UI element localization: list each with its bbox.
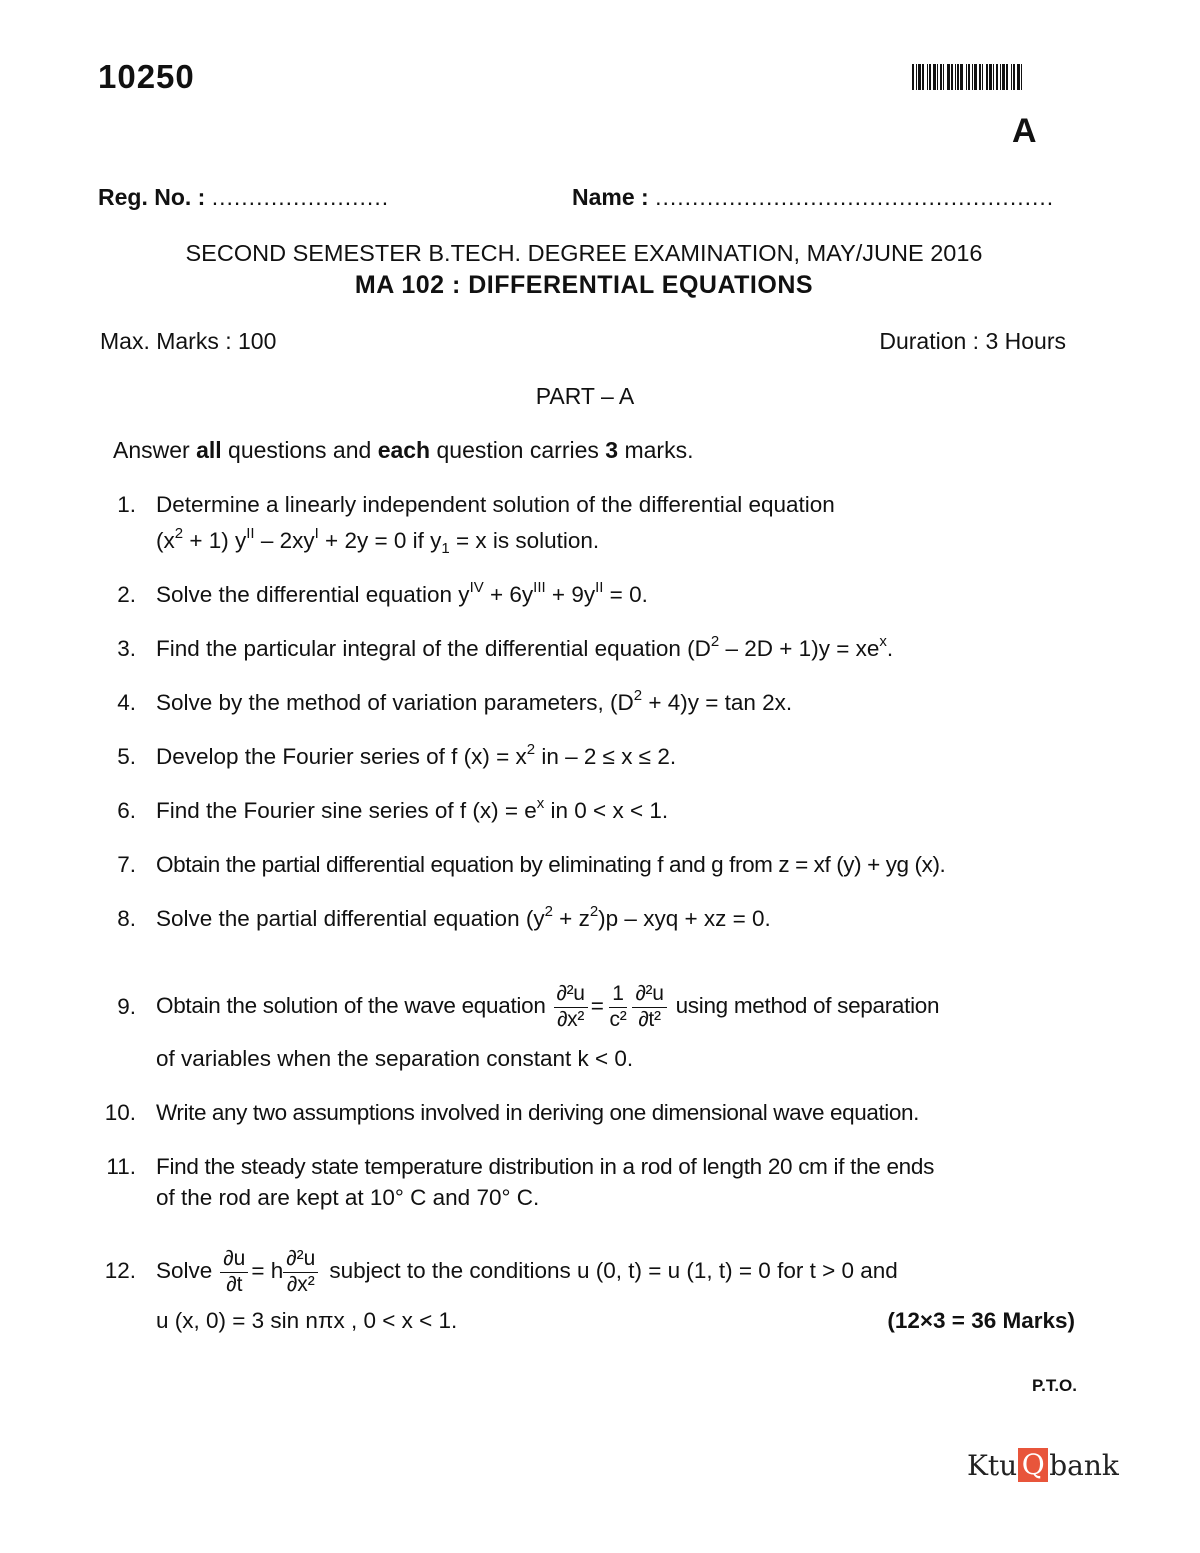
reg-no-field (98, 184, 389, 211)
question-number: 11. (106, 1154, 136, 1179)
question-2: Solve the differential equation $y^{IV} + 6y^{III} + 9y^{II} = 0$. (156, 579, 648, 607)
question-number: 10. (104, 1100, 136, 1125)
instr-text: marks. (618, 437, 694, 463)
question-number: 4. (117, 690, 136, 715)
question-number: 7. (117, 852, 136, 877)
question-1-line-2: $(x^2 + 1)$ $y^{II} - 2xy^I + 2y = 0$ if $y_1 = x$ is solution. (156, 525, 600, 557)
instructions (113, 437, 693, 464)
subject-title: MA 102 : DIFFERENTIAL EQUATIONS (354, 271, 814, 299)
total-marks: (12×3 = 36 Marks) (887, 1308, 1075, 1333)
reg-no-label: Reg. No. : (98, 184, 206, 210)
max-marks: Max. Marks : 100 (100, 328, 277, 354)
instr-text: questions and (221, 437, 378, 463)
fraction: $\frac{\text{∂²u}}{\text{∂x²}}$ (554, 981, 588, 1032)
paper-version: A (1012, 112, 1037, 150)
name-field (572, 184, 1054, 211)
question-11-line-2: of the rod are kept at 10° C and 70° C. (156, 1185, 540, 1210)
question-number: 12. (104, 1258, 136, 1283)
instr-text: question carries (430, 437, 606, 463)
part-a-title: PART – A (535, 383, 635, 409)
question-8: Solve the partial differential equation $(y^2 + z^2)p$ – xyq + xz = 0. (156, 903, 771, 931)
question-number: 6. (117, 798, 136, 823)
fraction: $\frac{1}{\text{c²}}$ (609, 981, 627, 1031)
fraction: $\frac{\partial u}{\partial t}$ (220, 1246, 248, 1297)
question-12-line-1: Solve $\frac{\partial u}{\partial t}$ = h $\frac{\text{∂²u}}{\text{∂x²}}$ subject to the conditions u (0, t) = u (1, t) = 0 for t > 0 and (156, 1246, 898, 1296)
question-7: Obtain the partial differential equation by eliminating f and g from z = xf (y) + yg (x). (156, 852, 946, 877)
exam-title: SECOND SEMESTER B.TECH. DEGREE EXAMINATION, MAY/JUNE 2016 (185, 240, 983, 266)
instr-bold-each: each (377, 437, 431, 463)
instr-text: Answer (113, 437, 197, 463)
name-label: Name : (572, 184, 649, 210)
question-4: Solve by the method of variation parameters, $(D^2 + 4)y = \tan 2x$. (156, 687, 793, 715)
logo-q-icon: Q (1018, 1448, 1048, 1482)
question-number: 5. (117, 744, 136, 769)
question-6: Find the Fourier sine series of f $(x) = e^x$ in 0 < x < 1. (156, 795, 669, 823)
question-number: 1. (117, 492, 136, 517)
duration: Duration : 3 Hours (879, 328, 1066, 354)
instr-bold-all: all (196, 437, 222, 463)
question-number: 8. (117, 906, 136, 931)
question-9-line-2: of variables when the separation constant k < 0. (156, 1046, 634, 1071)
fraction: $\frac{\text{∂²u}}{\text{∂t²}}$ (632, 981, 666, 1032)
question-12-line-2: u (x, 0) = 3 sin nπx , 0 < x < 1. (156, 1308, 458, 1333)
name-dots: ...................................................... (655, 184, 1055, 210)
reg-no-dots: ........................ (211, 184, 390, 210)
pto-note: P.T.O. (1031, 1376, 1077, 1395)
fraction: $\frac{\text{∂²u}}{\text{∂x²}}$ (283, 1246, 318, 1297)
question-number: 9. (117, 994, 136, 1019)
ktuqbank-logo: Ktu Q bank (967, 1448, 1119, 1482)
question-9-line-1: Obtain the solution of the wave equation $\frac{\text{∂²u}}{\text{∂x²}}$ = $\frac{1}{\text{c²}}$ $\frac{\text{∂²u}}{\text{∂t²}}$ using method of separation (156, 981, 940, 1031)
question-1-line-1: Determine a linearly independent solution of the differential equation (156, 492, 835, 517)
barcode (912, 64, 1064, 90)
paper-code: 10250 (98, 58, 195, 95)
question-3: Find the particular integral of the differential equation $(D^2 - 2D + 1)y = xe^x$. (156, 633, 894, 661)
instr-bold-marks: 3 (605, 437, 619, 463)
question-10: Write any two assumptions involved in deriving one dimensional wave equation. (156, 1100, 919, 1125)
question-number: 3. (117, 636, 136, 661)
question-number: 2. (117, 582, 136, 607)
question-11-line-1: Find the steady state temperature distribution in a rod of length 20 cm if the ends (156, 1154, 935, 1179)
question-5: Develop the Fourier series of f $(x) = x^2$ in – 2 ≤ x ≤ 2. (156, 741, 677, 769)
